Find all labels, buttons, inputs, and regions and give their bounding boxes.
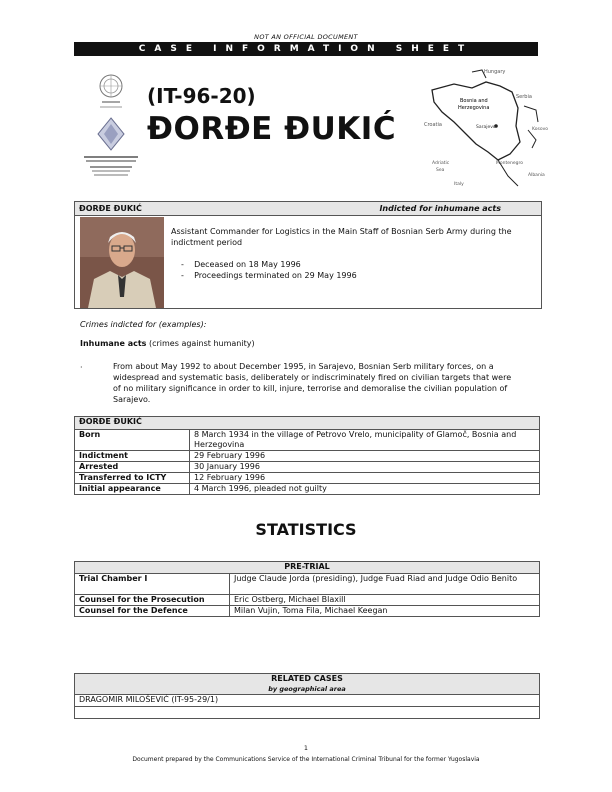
table-row [75, 451, 540, 462]
row-value: 8 March 1934 in the village of Petrovo Vrelo, municipality of Glamoč, Bosnia and Herzegovina [190, 430, 540, 451]
table-row [75, 574, 540, 595]
map-icon [424, 68, 552, 190]
related-case-item: DRAGOMIR MILOŠEVIĆ (IT-95-29/1) [75, 695, 540, 707]
case-details-title: ĐORĐE ĐUKIĆ [75, 417, 540, 430]
row-value: 30 January 1996 [190, 462, 540, 473]
map-label-sarajevo: Sarajevo [476, 125, 496, 130]
footer-text: Document prepared by the Communications Service of the International Criminal Tribunal for the former Yugoslavia [132, 756, 480, 763]
map-label-hungary: Hungary [484, 69, 506, 75]
map-label-albania: Albania [528, 173, 545, 178]
related-cases-title: RELATED CASES [271, 674, 343, 683]
row-value: 12 February 1996 [190, 473, 540, 484]
case-information-banner: CASE INFORMATION SHEET [74, 42, 538, 56]
bullet-item: - Proceedings terminated on 29 May 1996 [181, 271, 357, 280]
empty-row [75, 707, 540, 719]
pretrial-header: PRE-TRIAL [75, 562, 540, 574]
row-label: Counsel for the Defence [75, 606, 230, 617]
crime-category [80, 338, 255, 349]
table-row [75, 430, 540, 451]
table-row [75, 606, 540, 617]
table-row [75, 473, 540, 484]
crime-category-name: Inhumane acts [80, 339, 147, 348]
accused-name: ĐORĐE ĐUKIĆ [147, 111, 397, 147]
bullet-item: - Deceased on 18 May 1996 [181, 260, 301, 269]
table-row [75, 707, 540, 719]
row-label: Arrested [75, 462, 190, 473]
crime-bullet-marker: · [80, 363, 83, 372]
crimes-heading: Crimes indicted for (examples): [80, 320, 207, 329]
row-label: Initial appearance [75, 484, 190, 495]
row-value: 29 February 1996 [190, 451, 540, 462]
map-label-serbia: Serbia [516, 94, 532, 100]
page-number: 1 [303, 744, 309, 752]
portrait-icon [80, 217, 164, 308]
related-cases-table [74, 673, 540, 719]
map-label-kosovo: Kosovo [532, 127, 548, 132]
table-row [75, 462, 540, 473]
row-label: Transferred to ICTY [75, 473, 190, 484]
accused-profile [74, 201, 542, 309]
row-value: Eric Ostberg, Michael Blaxill [230, 595, 540, 606]
map-label-adriatic-2: Sea [436, 168, 445, 173]
table-row [75, 595, 540, 606]
table-row [75, 484, 540, 495]
profile-name: ĐORĐE ĐUKIĆ [79, 204, 142, 213]
related-cases-subtitle: by geographical area [268, 685, 346, 693]
map-label-italy: Italy [454, 182, 464, 187]
row-value: Milan Vujin, Toma Fila, Michael Keegan [230, 606, 540, 617]
indicted-for: Indicted for inhumane acts [379, 204, 501, 213]
un-emblem-icon [78, 72, 144, 184]
region-map [424, 68, 552, 190]
map-label-montenegro: Montenegro [496, 161, 524, 166]
crime-category-type: (crimes against humanity) [146, 339, 255, 348]
position-description: Assistant Commander for Logistics in the Main Staff of Bosnian Serb Army during the indictment period [171, 227, 512, 247]
crime-description: From about May 1992 to about December 1995, in Sarajevo, Bosnian Serb military forces, on a widespread and systematic basis, deliberately or indiscriminately fired on civilian targets that were of no military significance in order to kill, injure, terrorise and demoralise the civilian population of Sarajevo. [113, 362, 512, 404]
map-label-bosnia-2: Herzegovina [458, 105, 490, 111]
case-details-table [74, 416, 540, 495]
unofficial-notice: NOT AN OFFICIAL DOCUMENT [254, 33, 358, 41]
map-label-adriatic-1: Adriatic [432, 161, 450, 166]
map-label-croatia: Croatia [424, 122, 442, 128]
row-label: Counsel for the Prosecution [75, 595, 230, 606]
table-row [75, 695, 540, 707]
profile-header [75, 202, 541, 216]
bullet-text: Proceedings terminated on 29 May 1996 [194, 271, 357, 280]
row-label: Born [75, 430, 190, 451]
case-number: (IT-96-20) [147, 84, 256, 108]
row-label: Trial Chamber I [75, 574, 230, 595]
row-value: 4 March 1996, pleaded not guilty [190, 484, 540, 495]
logos [78, 72, 144, 184]
accused-photo [80, 217, 164, 308]
map-label-bosnia-1: Bosnia and [460, 98, 488, 104]
related-cases-header [75, 674, 540, 695]
pretrial-table [74, 561, 540, 617]
statistics-title: STATISTICS [255, 520, 357, 539]
row-value: Judge Claude Jorda (presiding), Judge Fuad Riad and Judge Odio Benito [230, 574, 540, 595]
bullet-text: Deceased on 18 May 1996 [194, 260, 301, 269]
row-label: Indictment [75, 451, 190, 462]
